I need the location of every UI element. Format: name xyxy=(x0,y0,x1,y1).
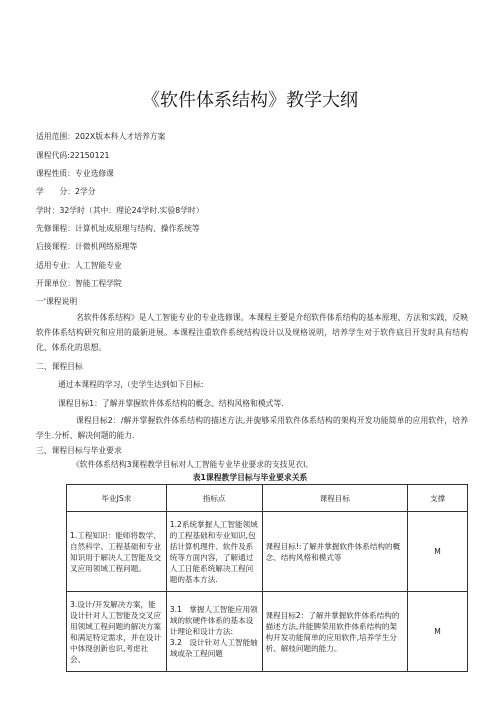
section-heading-requirements: 三、课程目标与毕业要求 xyxy=(36,446,122,455)
table-row xyxy=(67,592,468,672)
cell-course-goal: 课程目标!:了解并掌握软件体系结构的概念、结构风格和模式等 xyxy=(262,512,408,592)
section-heading-description: 一'课程说明 xyxy=(36,297,78,306)
cell-support: M xyxy=(408,592,468,672)
header-course-goal: 课程目标 xyxy=(262,485,408,512)
cell-course-goal: 课程目标2：了解并掌握软件体系结构的描述方法,并能脾荣用软件体系结构的架构开发功能简单的应用软件,培养学生分析、解枝问题的能力。 xyxy=(262,592,408,672)
requirements-intro: 《软件体系结构3课程教学目标对人工智能专业毕业要求的支技见衣l。 xyxy=(72,460,314,469)
table-header-row xyxy=(67,485,468,512)
table-caption: 表1课程教学目标与毕业要求关系 xyxy=(192,473,308,482)
cell-indicator: 1.2系统掌握人工智能领域的工程基础和专业知识,包括计算机理件、软件及系统等方面内容，了解通过人工日能系统解决工程问题的基本方法. xyxy=(166,512,262,592)
requirements-table xyxy=(66,484,468,672)
meta-hours: 学时：32学时（其中：理论24学时.实验8学时） xyxy=(36,206,204,215)
objectives-intro: 通过本课程的学习,（史学生达到如下目标: xyxy=(58,380,204,389)
section-heading-objectives: 二、课程目标 xyxy=(36,362,83,371)
meta-follow-up: 后接课程：计微机网络原理等 xyxy=(36,242,138,251)
table-row xyxy=(67,512,468,592)
cell-indicator: 3.1 掌握人工智能应用领域的软硬件体系的基本设计理论和设计方法: 3.2 设计针对人工智能轴域或杂工程问题 xyxy=(166,592,262,672)
meta-major: 适用专业：人工智能专业 xyxy=(36,261,122,270)
objective-1: 课程目标1：了解并掌握软件体系结构的概念、结构风格和模式等. xyxy=(58,399,284,408)
header-indicator: 指标点 xyxy=(166,485,262,512)
section-body-description: 名软件体系结构》是人工智能专业的专业选修课。本课程主要是介绍软件体系结构的基本原理、方法和实践，反映软件体系结构研究和应用的最新进展。本课程注重软件系统结构设计以及规格说明，培养学生对于软件底目开发时具有结构化、体系化的思想。 xyxy=(36,313,468,352)
meta-department: 开课单位：智能工程学院 xyxy=(36,279,122,288)
document-title: 《软件体系结构》教学大纲 xyxy=(142,90,358,111)
meta-course-nature: 课程性质：专业选修课 xyxy=(36,169,114,178)
cell-support: M xyxy=(408,512,468,592)
cell-requirement: 3.设计/开发解决方案，能设计针对人工智能及交叉应用领域工程问题的解决方案和满足特定需求，并在设计中体现创新也识,考虑社会、 xyxy=(67,592,167,672)
meta-prerequisites: 先修课程：计算机址成原理与结构、操作系统等 xyxy=(36,224,200,233)
cell-requirement: 1.工程知识：能师将数学、自然科学、工程基础和专业知识用于解决人工智能及交叉应用领域工程问题。 xyxy=(67,512,167,592)
meta-course-code: 课程代码:22150121 xyxy=(36,151,110,160)
meta-scope: 适用范围：202X版本科人才培养方案 xyxy=(36,132,166,141)
header-support: 支撑 xyxy=(408,485,468,512)
objective-2: 课程目标2：/解并掌握软件体系结构的描述方法,并旎够采用软件体系结构的架构开发功能简单的应用软件，培养学生.分析、解决何题的能力. xyxy=(36,416,468,440)
header-requirement: 毕业JS求 xyxy=(67,485,167,512)
meta-credits: 学 分：2学分 xyxy=(36,187,96,196)
